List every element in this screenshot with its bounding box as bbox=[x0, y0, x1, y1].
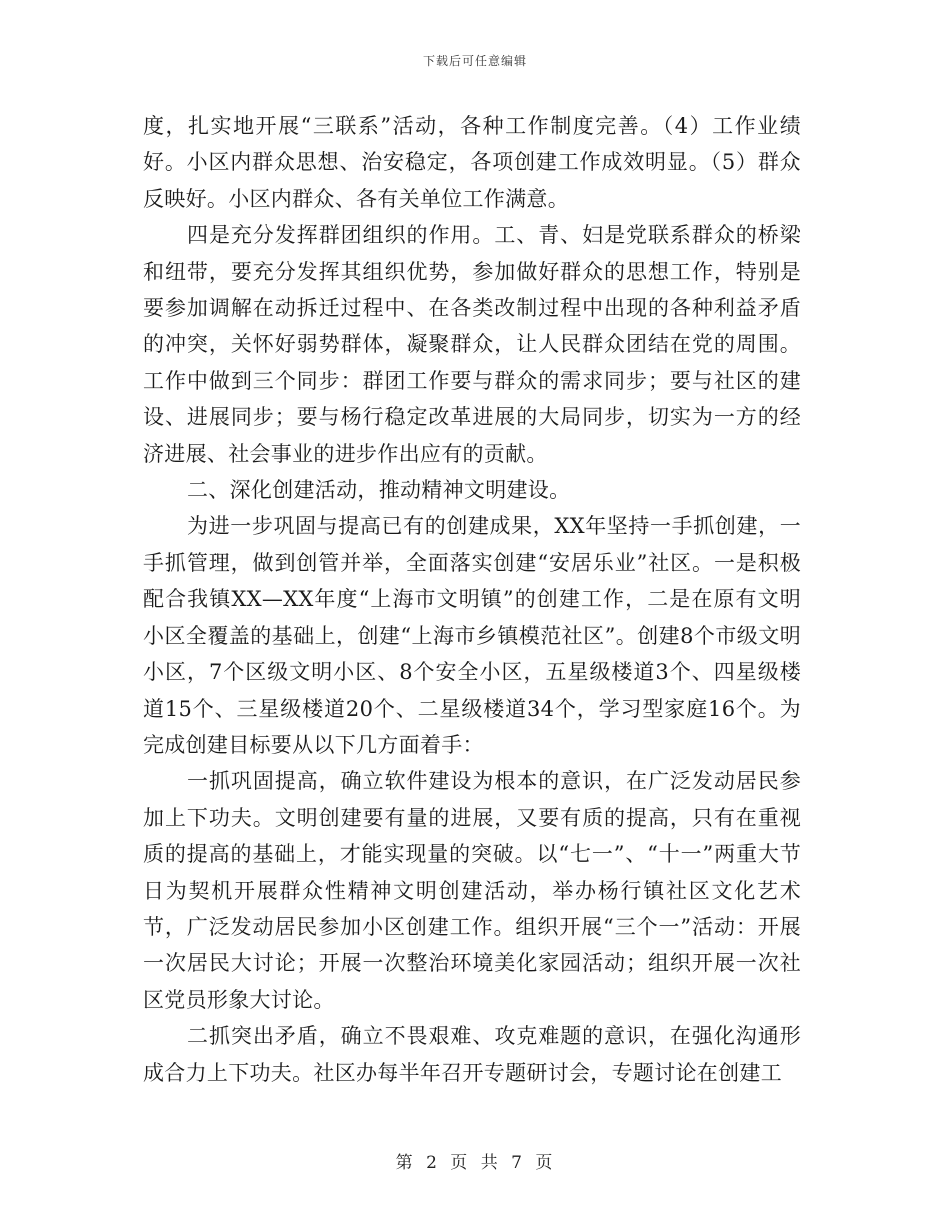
paragraph-second-focus: 二抓突出矛盾，确立不畏艰难、攻克难题的意识，在强化沟通形成合力上下功夫。社区办每半年召开专题研讨会，专题讨论在创建工 bbox=[143, 1024, 801, 1085]
page-number: 第 2 页 共 7 页 bbox=[395, 1153, 555, 1173]
paragraph-mass-organizations: 四是充分发挥群团组织的作用。工、青、妇是党联系群众的桥梁和纽带，要充分发挥其组织优势，参加做好群众的思想工作，特别是要参加调解在动拆迁过程中、在各类改制过程中出现的各种利益矛盾的冲突，关怀好弱势群体，凝聚群众，让人民群众团结在党的周围。工作中做到三个同步：群团工作要与群众的需求同步；要与社区的建设、进展同步；要与杨行稳定改革进展的大局同步，切实为一方的经济进展、社会事业的进步作出应有的贡献。 bbox=[143, 223, 801, 466]
page-header-note: 下载后可任意编辑 bbox=[422, 54, 527, 68]
paragraph-creation-goals: 为进一步巩固与提高已有的创建成果，XX年坚持一手抓创建，一手抓管理，做到创管并举，全面落实创建“安居乐业”社区。一是积极配合我镇XX—XX年度“上海市文明镇”的创建工作，二是在原有文明小区全覆盖的基础上，创建“上海市乡镇模范社区”。创建8个市级文明小区，7个区级文明小区、8个安全小区，五星级楼道3个、四星级楼道15个、三星级楼道20个、二星级楼道34个，学习型家庭16个。为完成创建目标要从以下几方面着手： bbox=[143, 514, 801, 757]
paragraph-first-focus: 一抓巩固提高，确立软件建设为根本的意识，在广泛发动居民参加上下功夫。文明创建要有量的进展，又要有质的提高，只有在重视质的提高的基础上，才能实现量的突破。以“七一”、“十一”两重大节日为契机开展群众性精神文明创建活动，举办杨行镇社区文化艺术节，广泛发动居民参加小区创建工作。组织开展“三个一”活动：开展一次居民大讨论；开展一次整治环境美化家园活动；组织开展一次社区党员形象大讨论。 bbox=[143, 769, 801, 1012]
section-heading-two: 二、深化创建活动，推动精神文明建设。 bbox=[187, 478, 571, 503]
paragraph-continuation: 度，扎实地开展“三联系”活动，各种工作制度完善。（4）工作业绩好。小区内群众思想、治安稳定，各项创建工作成效明显。（5）群众反映好。小区内群众、各有关单位工作满意。 bbox=[143, 114, 801, 211]
document-body bbox=[143, 108, 801, 1091]
